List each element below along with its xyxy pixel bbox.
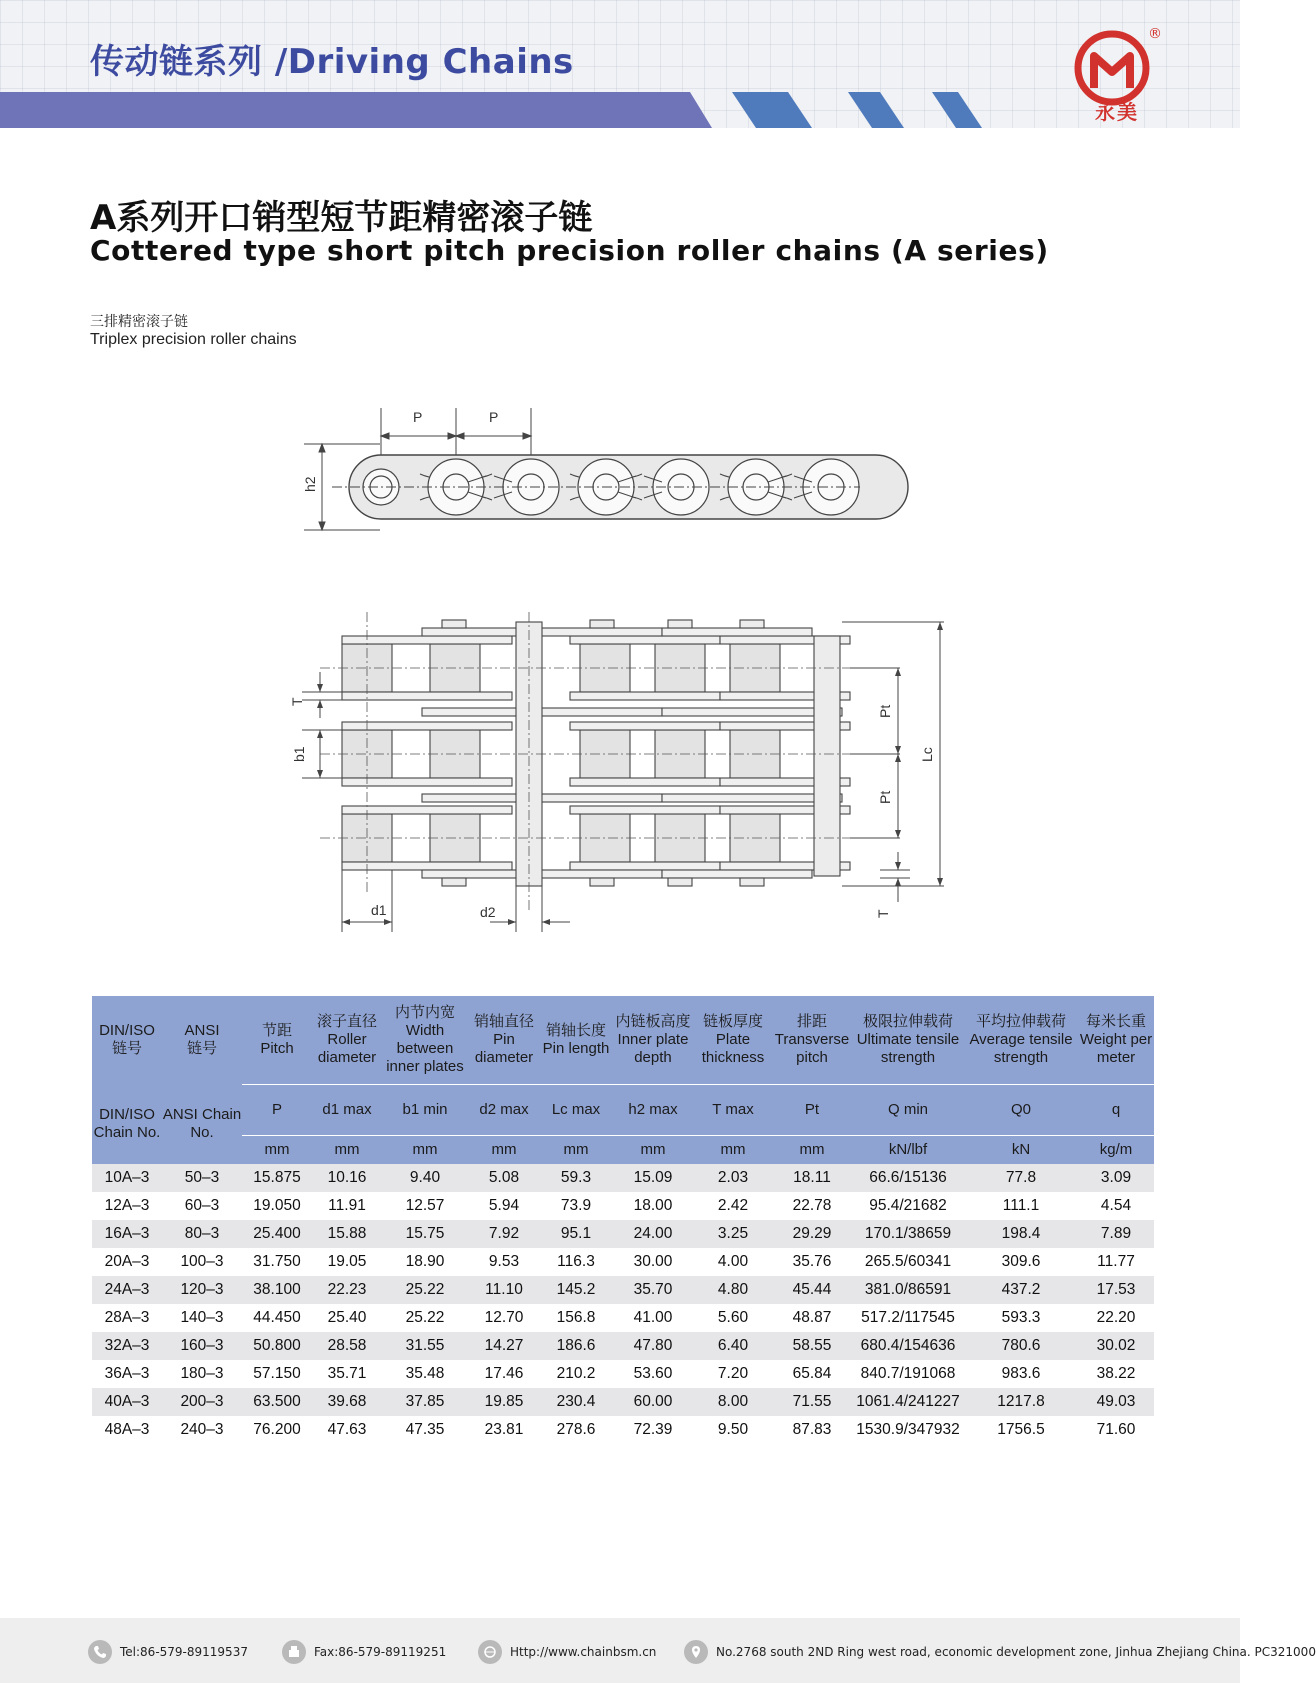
col-ultimate-header: 极限拉伸载荷 Ultimate tensile strength bbox=[852, 996, 964, 1085]
footer-address bbox=[684, 1640, 1316, 1664]
series-title: 传动链系列 /Driving Chains bbox=[90, 42, 574, 82]
table-cell: 12.57 bbox=[382, 1192, 468, 1220]
table-cell: 381.0/86591 bbox=[852, 1276, 964, 1304]
table-cell: 140–3 bbox=[162, 1304, 242, 1332]
table-cell: 16A–3 bbox=[92, 1220, 162, 1248]
footer-fax-text: Fax:86-579-89119251 bbox=[314, 1645, 447, 1659]
table-cell: 1530.9/347932 bbox=[852, 1416, 964, 1444]
table-cell: 3.09 bbox=[1078, 1164, 1154, 1192]
table-cell: 59.3 bbox=[540, 1164, 612, 1192]
table-cell: 3.25 bbox=[694, 1220, 772, 1248]
table-cell: 180–3 bbox=[162, 1360, 242, 1388]
table-cell: 58.55 bbox=[772, 1332, 852, 1360]
col-average-symbol: Q0 bbox=[964, 1085, 1078, 1136]
label-lc: Lc bbox=[919, 747, 935, 762]
table-cell: 1061.4/241227 bbox=[852, 1388, 964, 1416]
label-p-2: P bbox=[489, 409, 499, 425]
table-cell: 240–3 bbox=[162, 1416, 242, 1444]
table-cell: 186.6 bbox=[540, 1332, 612, 1360]
table-cell: 7.89 bbox=[1078, 1220, 1154, 1248]
table-cell: 47.63 bbox=[312, 1416, 382, 1444]
col-transverse-symbol: Pt bbox=[772, 1085, 852, 1136]
table-cell: 100–3 bbox=[162, 1248, 242, 1276]
col-transverse-header: 排距 Transverse pitch bbox=[772, 996, 852, 1085]
table-cell: 24A–3 bbox=[92, 1276, 162, 1304]
chain-top-view-diagram bbox=[280, 612, 960, 952]
table-cell: 73.9 bbox=[540, 1192, 612, 1220]
header-band bbox=[0, 92, 1240, 128]
table-cell: 28.58 bbox=[312, 1332, 382, 1360]
table-cell: 983.6 bbox=[964, 1360, 1078, 1388]
table-cell: 116.3 bbox=[540, 1248, 612, 1276]
table-cell: 11.91 bbox=[312, 1192, 382, 1220]
table-cell: 840.7/191068 bbox=[852, 1360, 964, 1388]
table-cell: 111.1 bbox=[964, 1192, 1078, 1220]
table-cell: 47.35 bbox=[382, 1416, 468, 1444]
table-cell: 2.42 bbox=[694, 1192, 772, 1220]
table-cell: 5.94 bbox=[468, 1192, 540, 1220]
table-cell: 45.44 bbox=[772, 1276, 852, 1304]
col-weight-unit: kg/m bbox=[1078, 1136, 1154, 1165]
table-cell: 41.00 bbox=[612, 1304, 694, 1332]
page-header bbox=[0, 0, 1240, 128]
registered-mark: ® bbox=[1148, 26, 1162, 42]
table-header-row-units bbox=[92, 1136, 1154, 1165]
table-cell: 25.22 bbox=[382, 1304, 468, 1332]
table-cell: 65.84 bbox=[772, 1360, 852, 1388]
table-cell: 35.71 bbox=[312, 1360, 382, 1388]
table-cell: 25.40 bbox=[312, 1304, 382, 1332]
table-cell: 4.80 bbox=[694, 1276, 772, 1304]
web-cursor-icon bbox=[478, 1640, 502, 1664]
table-cell: 230.4 bbox=[540, 1388, 612, 1416]
table-cell: 15.875 bbox=[242, 1164, 312, 1192]
footer-tel-text: Tel:86-579-89119537 bbox=[120, 1645, 248, 1659]
table-cell: 30.00 bbox=[612, 1248, 694, 1276]
table-cell: 80–3 bbox=[162, 1220, 242, 1248]
table-cell: 63.500 bbox=[242, 1388, 312, 1416]
col-ultimate-unit: kN/lbf bbox=[852, 1136, 964, 1165]
label-pt-2: Pt bbox=[877, 790, 893, 804]
col-pitch-header: 节距 Pitch bbox=[242, 996, 312, 1085]
table-cell: 170.1/38659 bbox=[852, 1220, 964, 1248]
table-cell: 18.11 bbox=[772, 1164, 852, 1192]
page-title-cn: A系列开口销型短节距精密滚子链 bbox=[90, 198, 593, 238]
table-cell: 7.20 bbox=[694, 1360, 772, 1388]
table-cell: 53.60 bbox=[612, 1360, 694, 1388]
col-width-header: 内节内宽 Width between inner plates bbox=[382, 996, 468, 1085]
spec-table bbox=[92, 996, 1154, 1444]
table-cell: 120–3 bbox=[162, 1276, 242, 1304]
table-cell: 19.05 bbox=[312, 1248, 382, 1276]
table-cell: 87.83 bbox=[772, 1416, 852, 1444]
chain-side-view-diagram bbox=[280, 400, 880, 540]
table-cell: 72.39 bbox=[612, 1416, 694, 1444]
table-cell: 50–3 bbox=[162, 1164, 242, 1192]
label-t-left: T bbox=[289, 697, 305, 706]
table-cell: 1756.5 bbox=[964, 1416, 1078, 1444]
table-cell: 4.54 bbox=[1078, 1192, 1154, 1220]
table-cell: 593.3 bbox=[964, 1304, 1078, 1332]
table-cell: 12.70 bbox=[468, 1304, 540, 1332]
footer-address-text: No.2768 south 2ND Ring west road, economic development zone, Jinhua Zhejiang China. PC321000 bbox=[716, 1645, 1316, 1659]
col-din-symbol: DIN/ISO Chain No. bbox=[92, 1085, 162, 1165]
footer-fax bbox=[282, 1640, 446, 1664]
table-cell: 22.20 bbox=[1078, 1304, 1154, 1332]
table-cell: 145.2 bbox=[540, 1276, 612, 1304]
col-plate-depth-header: 内链板高度 Inner plate depth bbox=[612, 996, 694, 1085]
table-cell: 200–3 bbox=[162, 1388, 242, 1416]
label-t-right: T bbox=[875, 909, 891, 918]
table-cell: 76.200 bbox=[242, 1416, 312, 1444]
table-cell: 156.8 bbox=[540, 1304, 612, 1332]
table-cell: 48A–3 bbox=[92, 1416, 162, 1444]
col-din-header: DIN/ISO 链号 bbox=[92, 996, 162, 1085]
table-cell: 23.81 bbox=[468, 1416, 540, 1444]
table-cell: 32A–3 bbox=[92, 1332, 162, 1360]
table-cell: 28A–3 bbox=[92, 1304, 162, 1332]
fax-icon bbox=[282, 1640, 306, 1664]
page-footer bbox=[0, 1618, 1316, 1683]
table-cell: 309.6 bbox=[964, 1248, 1078, 1276]
col-plate-thick-unit: mm bbox=[694, 1136, 772, 1165]
table-cell: 95.1 bbox=[540, 1220, 612, 1248]
table-cell: 2.03 bbox=[694, 1164, 772, 1192]
table-cell: 7.92 bbox=[468, 1220, 540, 1248]
col-roller-header: 滚子直径 Roller diameter bbox=[312, 996, 382, 1085]
table-cell: 18.00 bbox=[612, 1192, 694, 1220]
table-cell: 22.78 bbox=[772, 1192, 852, 1220]
table-cell: 5.60 bbox=[694, 1304, 772, 1332]
subtitle-cn: 三排精密滚子链 bbox=[90, 314, 188, 330]
table-cell: 30.02 bbox=[1078, 1332, 1154, 1360]
col-ansi-header: ANSI 链号 bbox=[162, 996, 242, 1085]
col-roller-symbol: d1 max bbox=[312, 1085, 382, 1136]
table-cell: 15.75 bbox=[382, 1220, 468, 1248]
table-cell: 160–3 bbox=[162, 1332, 242, 1360]
table-cell: 19.050 bbox=[242, 1192, 312, 1220]
col-weight-header: 每米长重 Weight per meter bbox=[1078, 996, 1154, 1085]
col-pin-len-symbol: Lc max bbox=[540, 1085, 612, 1136]
page-title-en: Cottered type short pitch precision roller chains (A series) bbox=[90, 234, 1049, 267]
table-cell: 20A–3 bbox=[92, 1248, 162, 1276]
table-cell: 11.77 bbox=[1078, 1248, 1154, 1276]
table-row bbox=[92, 1164, 1154, 1192]
table-cell: 517.2/117545 bbox=[852, 1304, 964, 1332]
table-cell: 31.750 bbox=[242, 1248, 312, 1276]
table-cell: 210.2 bbox=[540, 1360, 612, 1388]
table-row bbox=[92, 1360, 1154, 1388]
table-cell: 18.90 bbox=[382, 1248, 468, 1276]
col-width-unit: mm bbox=[382, 1136, 468, 1165]
col-plate-thick-header: 链板厚度 Plate thickness bbox=[694, 996, 772, 1085]
table-cell: 14.27 bbox=[468, 1332, 540, 1360]
table-cell: 31.55 bbox=[382, 1332, 468, 1360]
col-roller-unit: mm bbox=[312, 1136, 382, 1165]
col-ultimate-symbol: Q min bbox=[852, 1085, 964, 1136]
table-cell: 60–3 bbox=[162, 1192, 242, 1220]
table-cell: 35.76 bbox=[772, 1248, 852, 1276]
label-pt-1: Pt bbox=[877, 704, 893, 718]
label-d2: d2 bbox=[480, 904, 496, 920]
table-row bbox=[92, 1304, 1154, 1332]
table-cell: 437.2 bbox=[964, 1276, 1078, 1304]
table-cell: 278.6 bbox=[540, 1416, 612, 1444]
col-pin-dia-unit: mm bbox=[468, 1136, 540, 1165]
label-p-1: P bbox=[413, 409, 423, 425]
table-cell: 11.10 bbox=[468, 1276, 540, 1304]
table-cell: 60.00 bbox=[612, 1388, 694, 1416]
footer-web[interactable] bbox=[478, 1640, 656, 1664]
col-plate-thick-symbol: T max bbox=[694, 1085, 772, 1136]
col-plate-depth-symbol: h2 max bbox=[612, 1085, 694, 1136]
table-row bbox=[92, 1192, 1154, 1220]
table-cell: 39.68 bbox=[312, 1388, 382, 1416]
col-pitch-unit: mm bbox=[242, 1136, 312, 1165]
table-cell: 12A–3 bbox=[92, 1192, 162, 1220]
col-ansi-symbol: ANSI Chain No. bbox=[162, 1085, 242, 1165]
table-cell: 1217.8 bbox=[964, 1388, 1078, 1416]
table-cell: 22.23 bbox=[312, 1276, 382, 1304]
table-cell: 24.00 bbox=[612, 1220, 694, 1248]
table-cell: 9.53 bbox=[468, 1248, 540, 1276]
table-cell: 680.4/154636 bbox=[852, 1332, 964, 1360]
table-cell: 17.46 bbox=[468, 1360, 540, 1388]
label-h2: h2 bbox=[302, 476, 318, 492]
table-cell: 6.40 bbox=[694, 1332, 772, 1360]
table-header-row-symbols bbox=[92, 1085, 1154, 1136]
table-cell: 95.4/21682 bbox=[852, 1192, 964, 1220]
col-weight-symbol: q bbox=[1078, 1085, 1154, 1136]
label-d1: d1 bbox=[371, 902, 387, 918]
col-pin-dia-header: 销轴直径 Pin diameter bbox=[468, 996, 540, 1085]
table-cell: 38.22 bbox=[1078, 1360, 1154, 1388]
table-cell: 10A–3 bbox=[92, 1164, 162, 1192]
col-average-unit: kN bbox=[964, 1136, 1078, 1165]
table-cell: 29.29 bbox=[772, 1220, 852, 1248]
table-cell: 265.5/60341 bbox=[852, 1248, 964, 1276]
table-row bbox=[92, 1220, 1154, 1248]
table-cell: 71.60 bbox=[1078, 1416, 1154, 1444]
table-cell: 71.55 bbox=[772, 1388, 852, 1416]
spec-table-body bbox=[92, 1164, 1154, 1444]
col-pin-len-header: 销轴长度 Pin length bbox=[540, 996, 612, 1085]
table-cell: 40A–3 bbox=[92, 1388, 162, 1416]
table-cell: 17.53 bbox=[1078, 1276, 1154, 1304]
table-cell: 780.6 bbox=[964, 1332, 1078, 1360]
table-cell: 19.85 bbox=[468, 1388, 540, 1416]
table-cell: 25.22 bbox=[382, 1276, 468, 1304]
table-cell: 9.50 bbox=[694, 1416, 772, 1444]
table-cell: 50.800 bbox=[242, 1332, 312, 1360]
table-row bbox=[92, 1388, 1154, 1416]
table-cell: 9.40 bbox=[382, 1164, 468, 1192]
table-cell: 37.85 bbox=[382, 1388, 468, 1416]
col-transverse-unit: mm bbox=[772, 1136, 852, 1165]
table-cell: 4.00 bbox=[694, 1248, 772, 1276]
label-b1: b1 bbox=[291, 746, 307, 762]
table-cell: 47.80 bbox=[612, 1332, 694, 1360]
table-row bbox=[92, 1332, 1154, 1360]
table-cell: 15.09 bbox=[612, 1164, 694, 1192]
table-cell: 35.48 bbox=[382, 1360, 468, 1388]
table-cell: 57.150 bbox=[242, 1360, 312, 1388]
col-width-symbol: b1 min bbox=[382, 1085, 468, 1136]
table-cell: 66.6/15136 bbox=[852, 1164, 964, 1192]
table-cell: 10.16 bbox=[312, 1164, 382, 1192]
table-cell: 44.450 bbox=[242, 1304, 312, 1332]
table-row bbox=[92, 1276, 1154, 1304]
table-cell: 49.03 bbox=[1078, 1388, 1154, 1416]
table-cell: 35.70 bbox=[612, 1276, 694, 1304]
table-cell: 38.100 bbox=[242, 1276, 312, 1304]
col-plate-depth-unit: mm bbox=[612, 1136, 694, 1165]
table-cell: 198.4 bbox=[964, 1220, 1078, 1248]
footer-web-text[interactable]: Http://www.chainbsm.cn bbox=[510, 1645, 657, 1659]
col-pitch-symbol: P bbox=[242, 1085, 312, 1136]
table-cell: 8.00 bbox=[694, 1388, 772, 1416]
brand-name: 永美 bbox=[1095, 100, 1139, 124]
table-cell: 36A–3 bbox=[92, 1360, 162, 1388]
table-cell: 48.87 bbox=[772, 1304, 852, 1332]
table-row bbox=[92, 1416, 1154, 1444]
subtitle-en: Triplex precision roller chains bbox=[90, 331, 297, 348]
table-cell: 77.8 bbox=[964, 1164, 1078, 1192]
phone-icon bbox=[88, 1640, 112, 1664]
table-cell: 15.88 bbox=[312, 1220, 382, 1248]
col-pin-dia-symbol: d2 max bbox=[468, 1085, 540, 1136]
col-pin-len-unit: mm bbox=[540, 1136, 612, 1165]
table-cell: 5.08 bbox=[468, 1164, 540, 1192]
table-cell: 25.400 bbox=[242, 1220, 312, 1248]
location-pin-icon bbox=[684, 1640, 708, 1664]
footer-tel bbox=[88, 1640, 248, 1664]
col-average-header: 平均拉伸载荷 Average tensile strength bbox=[964, 996, 1078, 1085]
table-header-row-names bbox=[92, 996, 1154, 1085]
table-row bbox=[92, 1248, 1154, 1276]
